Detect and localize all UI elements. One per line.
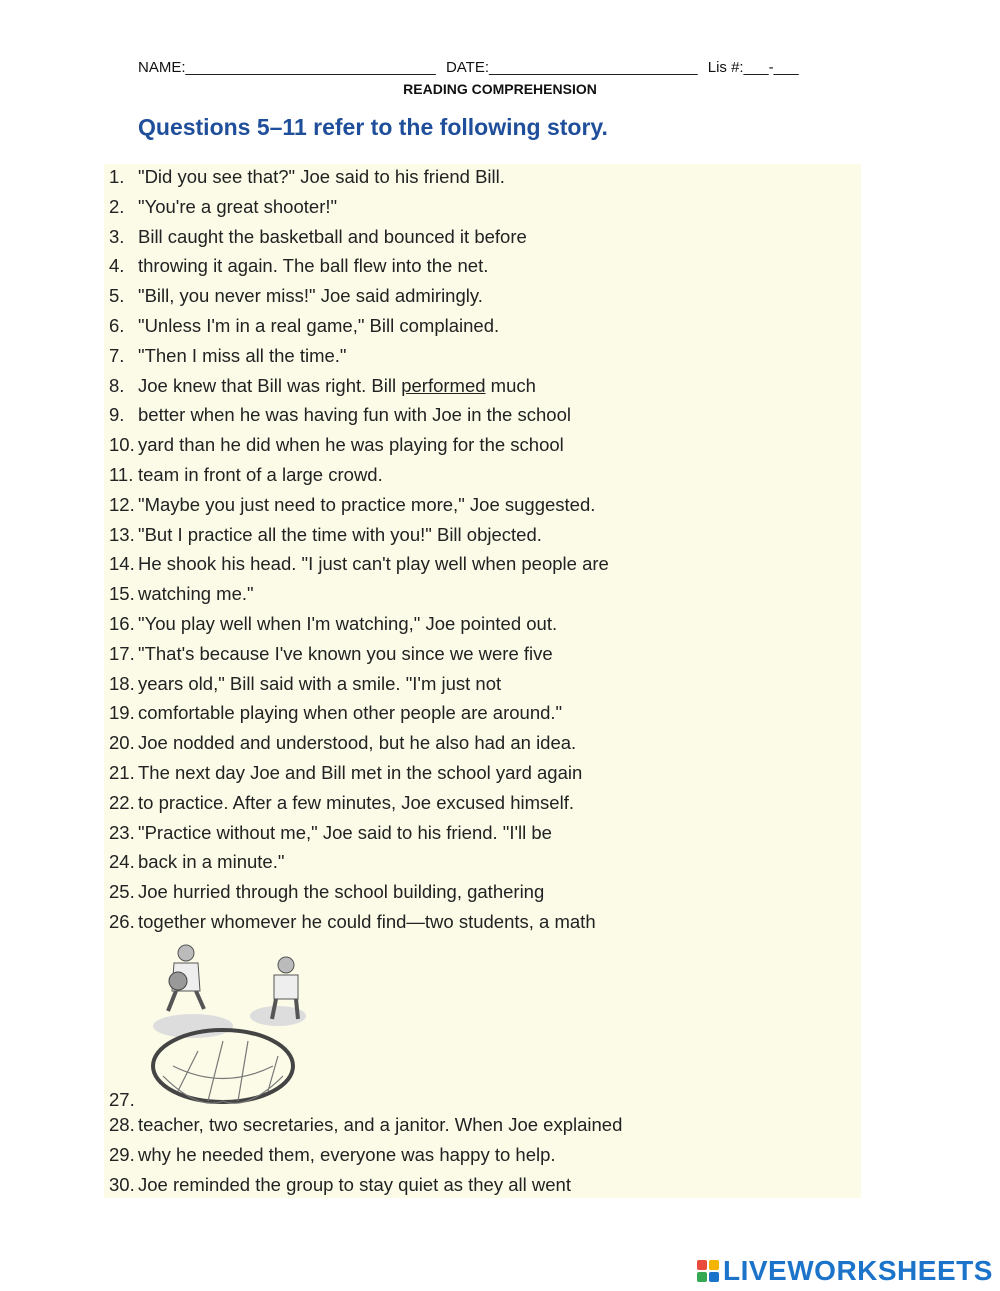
- date-field[interactable]: DATE:_________________________: [445, 59, 698, 76]
- line-text: Bill caught the basketball and bounced it before: [138, 225, 527, 247]
- line-text: "But I practice all the time with you!" Bill objected.: [138, 523, 542, 545]
- line-text: "Unless I'm in a real game," Bill complained.: [138, 315, 500, 336]
- line-text: "Did you see that?" Joe said to his friend Bill.: [138, 166, 505, 187]
- line-text: yard than he did when he was playing for the school: [138, 434, 564, 456]
- story-line: [104, 762, 861, 792]
- line-text: better when he was having fun with Joe in the school: [138, 404, 571, 426]
- line-text: Joe reminded the group to stay quiet as they all went: [138, 1174, 571, 1195]
- line-number: 18.: [109, 672, 135, 694]
- line-number: 13.: [109, 523, 135, 545]
- story-line: [104, 166, 861, 196]
- line-text: "Maybe you just need to practice more," Joe suggested.: [138, 493, 596, 515]
- story-line: [104, 1114, 861, 1144]
- story-line: [104, 434, 861, 464]
- liveworksheets-mark-icon: [697, 1260, 719, 1282]
- line-number: 25.: [109, 881, 135, 903]
- line-text: "Practice without me," Joe said to his friend. "I'll be: [138, 821, 552, 843]
- story-line: [104, 464, 861, 494]
- line-text: He shook his head. "I just can't play well when people are: [138, 553, 609, 575]
- story-line: [104, 196, 861, 226]
- line-number: 6.: [109, 315, 125, 336]
- line-text: years old," Bill said with a smile. "I'm just not: [138, 672, 502, 694]
- worksheet-header: [138, 59, 858, 76]
- line-text: "Then I miss all the time.": [138, 344, 347, 366]
- story-line: [104, 583, 861, 613]
- line-number: 8.: [109, 374, 125, 396]
- name-field[interactable]: NAME:______________________________: [138, 59, 436, 76]
- story-line: [104, 553, 861, 583]
- line-number: 1.: [109, 166, 125, 187]
- line-text: watching me.": [138, 583, 254, 605]
- story-line: [104, 494, 861, 524]
- line-text: throwing it again. The ball flew into the net.: [138, 255, 489, 277]
- story-line: [104, 792, 861, 822]
- liveworksheets-logo[interactable]: [697, 1254, 993, 1288]
- list-number-field[interactable]: Lis #:___-___: [707, 59, 799, 76]
- story-line: [104, 226, 861, 256]
- line-text: comfortable playing when other people are around.": [138, 702, 563, 724]
- line-text-part: Joe knew that Bill was right. Bill: [138, 374, 402, 396]
- line-number: 21.: [109, 762, 135, 783]
- line-text: Joe hurried through the school building, gathering: [138, 881, 545, 903]
- line-number: 22.: [109, 791, 135, 813]
- story-line: [104, 345, 861, 375]
- worksheet-subtitle: READING COMPREHENSION: [403, 81, 597, 97]
- logo-square: [697, 1272, 707, 1282]
- line-number: 20.: [109, 732, 135, 754]
- line-number: 12.: [109, 493, 135, 515]
- story-line: [104, 255, 861, 285]
- line-text: "That's because I've known you since we were five: [138, 642, 553, 664]
- logo-square: [709, 1260, 719, 1270]
- line-number: 3.: [109, 225, 125, 247]
- story-line: [104, 851, 861, 881]
- line-text: "You play well when I'm watching," Joe pointed out.: [138, 613, 558, 634]
- questions-heading: Questions 5–11 refer to the following story.: [138, 114, 608, 140]
- line-number: 14.: [109, 553, 135, 575]
- line-text: "You're a great shooter!": [138, 195, 338, 217]
- basketball-players-hoop-icon: [138, 941, 308, 1111]
- story-line: [104, 1144, 861, 1174]
- line-number: 4.: [109, 255, 125, 277]
- line-number: 26.: [109, 911, 135, 932]
- line-text: teacher, two secretaries, and a janitor. When Joe explained: [138, 1114, 623, 1135]
- line-number: 23.: [109, 821, 135, 843]
- logo-square: [709, 1272, 719, 1282]
- story-line: [104, 524, 861, 554]
- logo-text: LIVEWORKSHEETS: [723, 1255, 993, 1286]
- line-text: back in a minute.": [138, 851, 285, 873]
- story-line: [104, 1174, 861, 1204]
- story-line: [104, 613, 861, 643]
- line-number: 10.: [109, 434, 135, 456]
- line-number: 11.: [109, 464, 134, 485]
- story-line: [104, 643, 861, 673]
- line-text: [138, 375, 536, 397]
- line-text: The next day Joe and Bill met in the school yard again: [138, 762, 583, 783]
- story-line: [104, 732, 861, 762]
- story-line: [104, 702, 861, 732]
- story-line: [104, 911, 861, 941]
- line-text: Joe nodded and understood, but he also had an idea.: [138, 732, 577, 754]
- line-number: 5.: [109, 285, 125, 307]
- underlined-word: performed: [401, 374, 486, 396]
- line-number: 16.: [109, 613, 135, 634]
- line-number: 29.: [109, 1144, 135, 1165]
- line-number: 9.: [109, 404, 125, 426]
- line-text: why he needed them, everyone was happy to help.: [138, 1144, 556, 1165]
- story-line: [104, 285, 861, 315]
- line-number: 17.: [109, 642, 135, 664]
- story-line: [104, 673, 861, 703]
- story-line: [104, 315, 861, 345]
- line-number: 28.: [109, 1114, 135, 1135]
- line-text: together whomever he could find—two students, a math: [138, 911, 596, 932]
- line-text: team in front of a large crowd.: [138, 464, 383, 485]
- line-number: 19.: [109, 702, 135, 724]
- line-text-part: much: [485, 374, 536, 396]
- logo-square: [697, 1260, 707, 1270]
- line-text: to practice. After a few minutes, Joe excused himself.: [138, 791, 574, 813]
- line-number: 27.: [109, 1089, 135, 1110]
- line-number: 24.: [109, 851, 135, 873]
- line-number: 7.: [109, 344, 125, 366]
- line-number: 2.: [109, 195, 125, 217]
- story-line: [104, 822, 861, 852]
- line-number: 15.: [109, 583, 135, 605]
- line-number: 30.: [109, 1174, 135, 1195]
- story-line: [104, 881, 861, 911]
- line-text: "Bill, you never miss!" Joe said admiringly.: [138, 285, 483, 307]
- story-line: [104, 404, 861, 434]
- story-line: [104, 375, 861, 405]
